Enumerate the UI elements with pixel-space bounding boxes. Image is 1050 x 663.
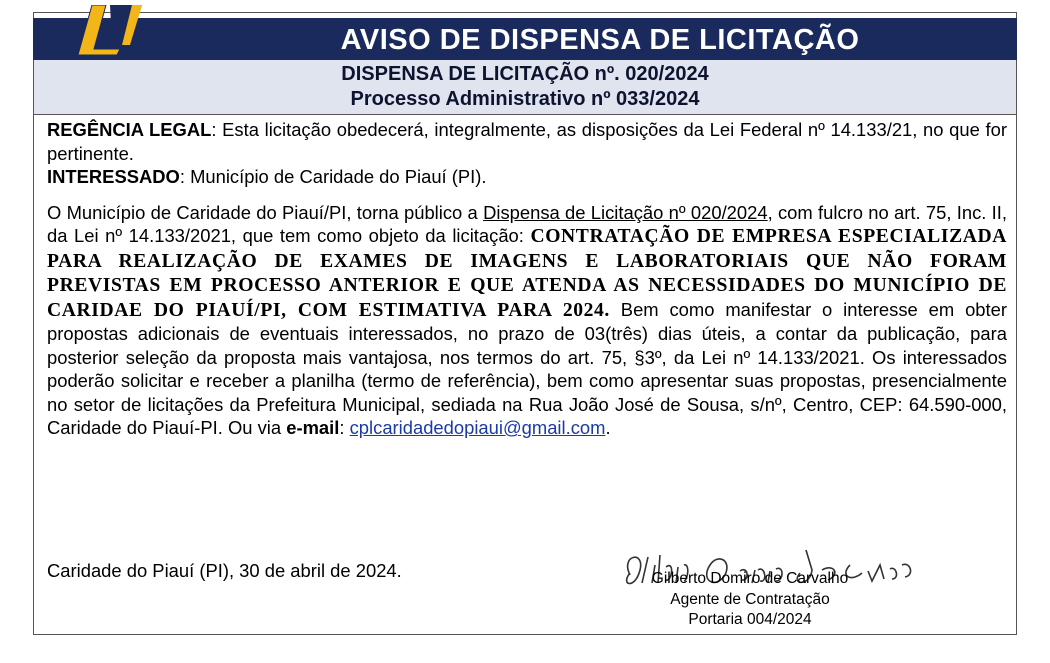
details-text: Bem como manifestar o interesse em obter propostas adicionais de eventuais interessados, no prazo de 03(três) dias úteis, a contar da publicação, para posterior seleção da proposta mais vantajosa, nos termos do art. 75, §3º, da Lei nº 14.133/2021. Os interessados poderão solicitar e receber a planilha (termo de referência), bem como apresentar suas propostas, presencialmente no setor de licitações da Prefeitura Municipal, sediada na Rua João José de Sousa, s/nº, Centro, CEP: 64.590-000, Caridade do Piauí-PI. Ou via bbox=[47, 298, 1007, 438]
signature-role: Agente de Contratação bbox=[670, 591, 830, 608]
page-title: AVISO DE DISPENSA DE LICITAÇÃO bbox=[340, 24, 860, 56]
interessado-label: INTERESSADO bbox=[47, 166, 180, 187]
interessado-paragraph bbox=[47, 165, 1007, 189]
dispensa-number: DISPENSA DE LICITAÇÃO nº. 020/2024 bbox=[341, 63, 709, 85]
subtitle-bar bbox=[34, 60, 1016, 115]
regencia-text: : Esta licitação obedecerá, integralmente, as disposições da Lei Federal nº 14.133/21, no que for pertinente. bbox=[47, 119, 1007, 164]
main-paragraph bbox=[47, 201, 1007, 440]
title-bar bbox=[33, 18, 1017, 60]
email-link[interactable]: cplcaridadedopiaui@gmail.com bbox=[349, 417, 606, 438]
email-label: e-mail bbox=[286, 417, 340, 438]
signature-portaria: Portaria 004/2024 bbox=[688, 611, 812, 628]
email-separator: : bbox=[339, 417, 350, 438]
regencia-paragraph bbox=[47, 118, 1007, 165]
fulcro-text: , com fulcro no art. 75, Inc. II, da Lei nº 14.133/2021, que tem como objeto da licitação: bbox=[47, 201, 1007, 246]
processo-number: Processo Administrativo nº 033/2024 bbox=[350, 88, 700, 110]
regencia-label: REGÊNCIA LEGAL bbox=[47, 119, 212, 140]
email-end: . bbox=[605, 417, 611, 438]
logo-icon bbox=[70, 5, 150, 60]
notice-body bbox=[47, 118, 1007, 440]
interessado-text: : Município de Caridade do Piauí (PI). bbox=[179, 166, 487, 187]
intro-text: O Município de Caridade do Piauí/PI, torna público a bbox=[47, 201, 484, 223]
objeto-text: CONTRATAÇÃO DE EMPRESA ESPECIALIZADA PARA REALIZAÇÃO DE EXAMES DE IMAGENS E LABORATORIAIS QUE NÃO FORAM PREVISTAS EM PROCESSO ANTERIOR E QUE ATENDA AS NECESSIDADES DO MUNICÍPIO DE CARIDAE DO PIAUÍ/PI, COM ESTIMATIVA PARA 2024. bbox=[47, 226, 1007, 321]
signature-name: Gilberto Domiro de Carvalho bbox=[651, 570, 849, 587]
dispensa-reference: Dispensa de Licitação nº 020/2024 bbox=[483, 201, 768, 223]
date-line: Caridade do Piauí (PI), 30 de abril de 2024. bbox=[47, 560, 402, 581]
